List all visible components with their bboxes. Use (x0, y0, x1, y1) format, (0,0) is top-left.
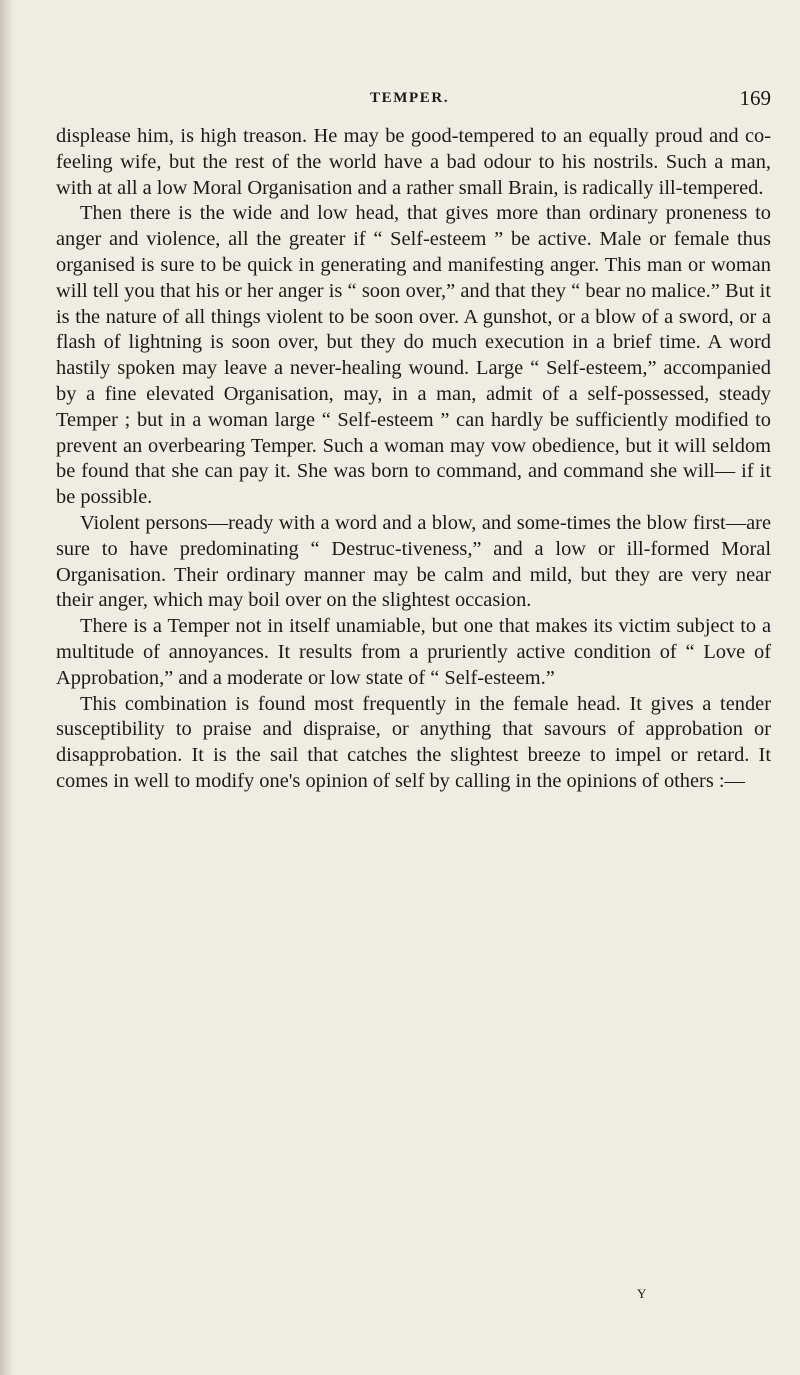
paragraph-wide-low-head: Then there is the wide and low head, that gives more than ordinary proneness to anger and violence, all the greater if “ Self-esteem ” be active. Male or female thus organised is sure to be quick in generating and manifesting anger. This man or woman will tell you that his or her anger is “ soon over,” and that they “ bear no malice.” But it is the nature of all things violent to be soon over. A gunshot, or a blow of a sword, or a flash of lightning is soon over, but they do much execution in a brief time. A word hastily spoken may leave a never-healing wound. Large “ Self-esteem,” accompanied by a fine elevated Organisation, may, in a man, admit of a self-possessed, steady Temper ; but in a woman large “ Self-esteem ” can hardly be sufficiently modified to prevent an overbearing Temper. Such a woman may vow obedience, but it will seldom be found that she can pay it. She was born to command, and command she will— if it be possible. (56, 202, 771, 509)
page-edge-shadow (0, 0, 14, 1375)
running-head (56, 86, 771, 116)
paragraph-female-head: This combination is found most frequently in the female head. It gives a tender susceptibility to praise and dispraise, or anything that savours of approbation or disapprobation. It is the sail that catches the slightest breeze to impel or retard. It comes in well to modify one's opinion of self by calling in the opinions of others :— (56, 692, 771, 792)
paragraph-continued: displease him, is high treason. He may be good-tempered to an equally proud and co-feeling wife, but the rest of the world have a bad odour to his nostrils. Such a man, with at all a low Moral Organisation and a rather small Brain, is radically ill-tempered. (56, 125, 771, 199)
paragraph-violent-persons: Violent persons—ready with a word and a blow, and some-times the blow first—are sure to have predominating “ Destruc-tiveness,” and a low or ill-formed Moral Organisation. Their ordinary manner may be calm and mild, but they are very near their anger, which may boil over on the slightest occasion. (56, 511, 771, 612)
signature-mark: Y (637, 1286, 647, 1301)
page-number: 169 (739, 86, 771, 110)
running-head-title: TEMPER. (370, 90, 450, 106)
paragraph-temper-annoyances: There is a Temper not in itself unamiable, but one that makes its victim subject to a multitude of annoyances. It results from a pruriently active condition of “ Love of Approbation,” and a moderate or low state of “ Self-esteem.” (56, 615, 771, 689)
body-text (56, 124, 771, 795)
